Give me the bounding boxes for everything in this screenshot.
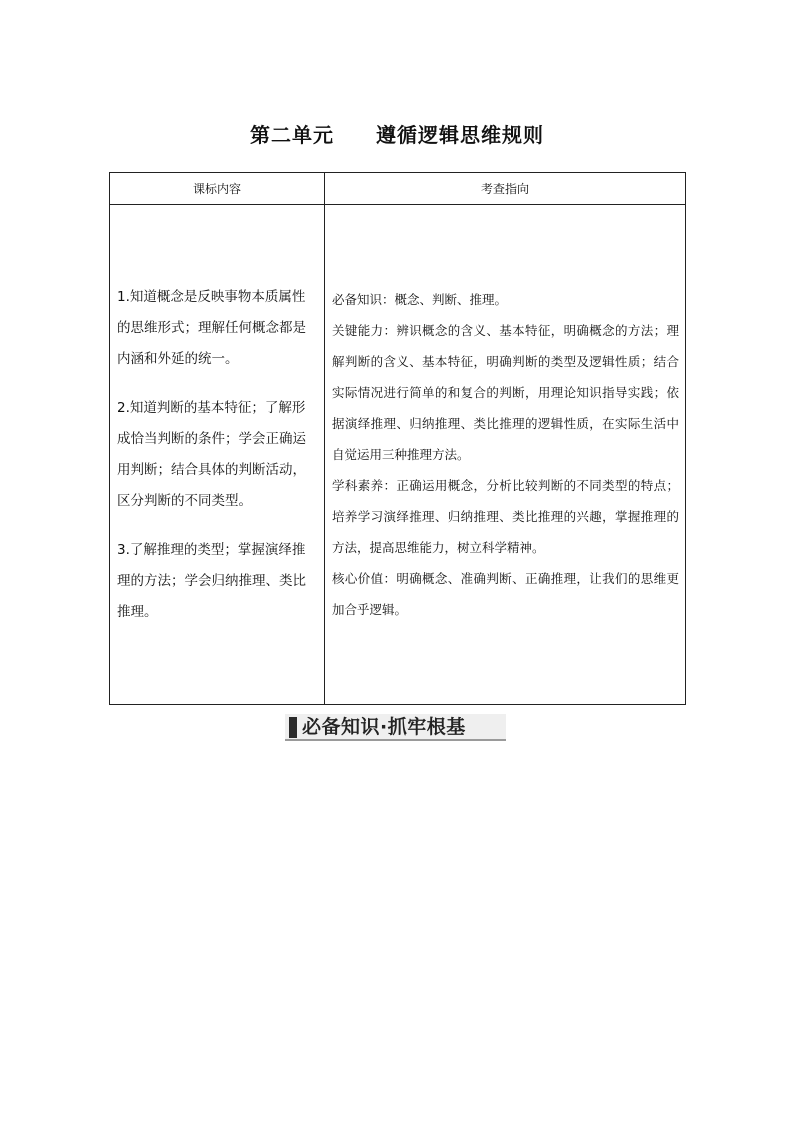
curriculum-table (109, 172, 686, 705)
section-banner (285, 714, 506, 741)
curriculum-item: 1.知道概念是反映事物本质属性的思维形式；理解任何概念都是内涵和外延的统一。 (117, 288, 306, 367)
assessment-item: 关键能力：辨识概念的含义、基本特征，明确概念的方法；理解判断的含义、基本特征，明确判断的类型及逻辑性质；结合实际情况进行简单的和复合的判断，用理论知识指导实践；依据演绎推理、归纳推理、类比推理的逻辑性质，在实际生活中自觉运用三种推理方法。 (332, 323, 679, 462)
assessment-item: 核心价值：明确概念、准确判断、正确推理，让我们的思维更加合乎逻辑。 (332, 571, 679, 617)
banner-bar-icon (289, 717, 297, 738)
assessment-direction-cell (325, 205, 686, 705)
curriculum-item: 3.了解推理的类型；掌握演绎推理的方法；学会归纳推理、类比推理。 (117, 541, 306, 620)
assessment-item: 必备知识：概念、判断、推理。 (332, 292, 508, 307)
table-header-row (110, 173, 686, 205)
header-assessment-direction: 考查指向 (325, 173, 686, 205)
curriculum-content-cell (110, 205, 325, 705)
assessment-item: 学科素养：正确运用概念，分析比较判断的不同类型的特点；培养学习演绎推理、归纳推理、类比推理的兴趣，掌握推理的方法，提高思维能力，树立科学精神。 (332, 478, 679, 555)
page-title: 第二单元 遵循逻辑思维规则 (250, 123, 544, 147)
section-banner-title: 必备知识·抓牢根基 (302, 716, 466, 738)
curriculum-item: 2.知道判断的基本特征；了解形成恰当判断的条件；学会正确运用判断；结合具体的判断活动，区分判断的不同类型。 (117, 399, 306, 509)
header-curriculum-content: 课标内容 (110, 173, 325, 205)
table-body-row (110, 205, 686, 705)
